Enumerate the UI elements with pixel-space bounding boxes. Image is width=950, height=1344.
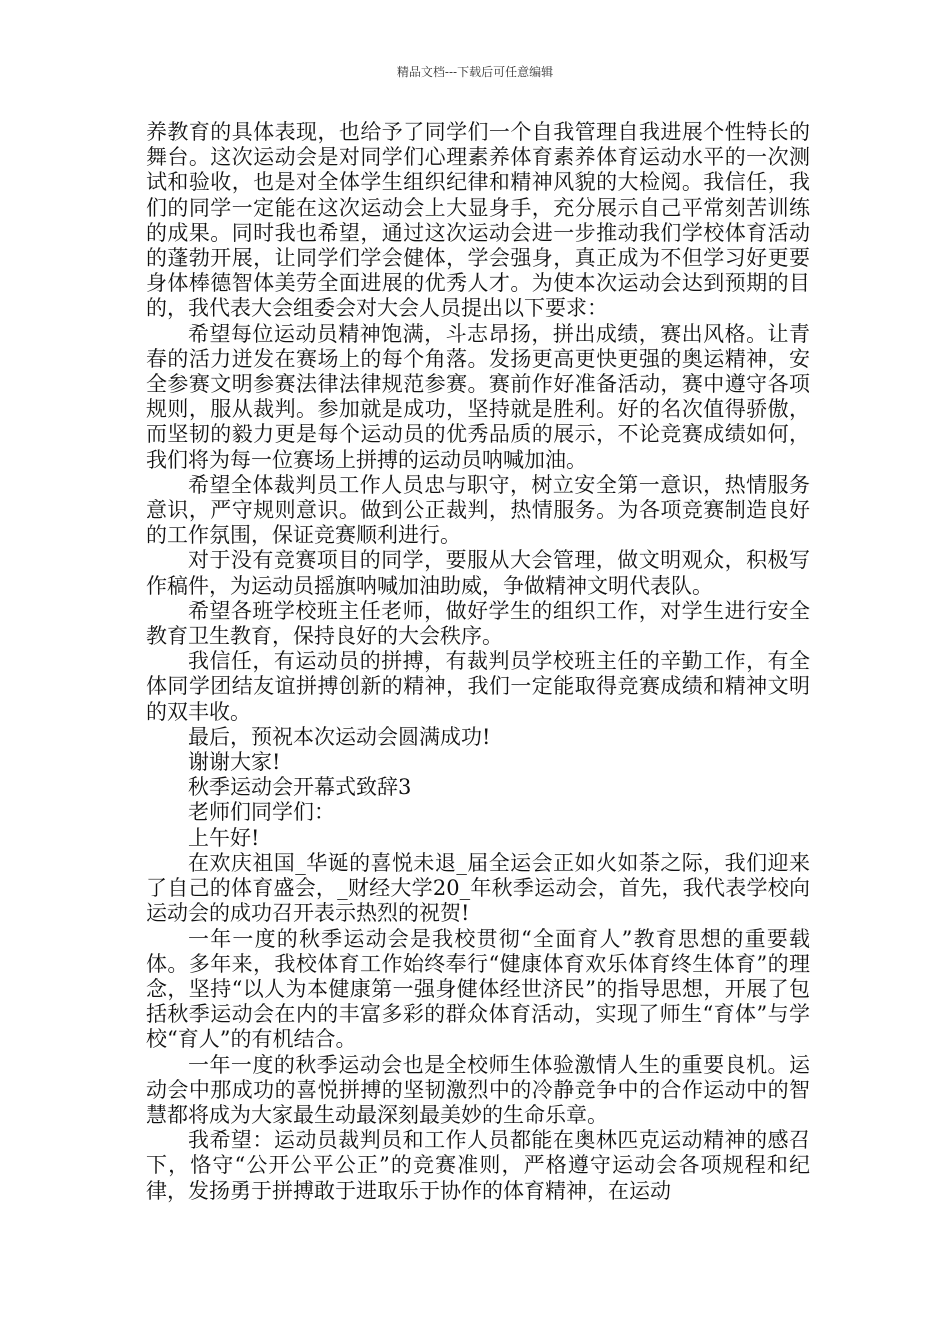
section-title: 秋季运动会开幕式致辞3 (188, 775, 412, 800)
page-header: 精品文档---下载后可任意编辑 (396, 65, 554, 79)
paragraph: 一年一度的秋季运动会是我校贯彻“全面育人”教育思想的重要载体。多年来，我校体育工作始终奉行“健康体育欢乐体育终生体育”的理念，坚持“以人为本健康第一强身健体经世济民”的指导思想，开展了包括秋季运动会在内的丰富多彩的群众体育活动，实现了师生“育体”与学校“育人”的有机结合。 (146, 926, 810, 1052)
salutation: 老师们同学们： (188, 800, 335, 825)
paragraph: 我希望：运动员裁判员和工作人员都能在奥林匹克运动精神的感召下，恪守“公开公平公正”的竞赛准则，严格遵守运动会各项规程和纪律，发扬勇于拼搏敢于进取乐于协作的体育精神，在运动 (146, 1128, 810, 1203)
paragraph: 养教育的具体表现，也给予了同学们一个自我管理自我进展个性特长的舞台。这次运动会是对同学们心理素养体育素养体育运动水平的一次测试和验收，也是对全体学生组织纪律和精神风貌的大检阅。我信任，我们的同学一定能在这次运动会上大显身手，充分展示自己平常刻苦训练的成果。同时我也希望，通过这次运动会进一步推动我们学校体育活动的蓬勃开展，让同学们学会健体，学会强身，真正成为不但学习好更要身体棒德智体美劳全面进展的优秀人才。为使本次运动会达到预期的目的，我代表大会组委会对大会人员提出以下要求： (146, 120, 810, 321)
paragraph: 一年一度的秋季运动会也是全校师生体验激情人生的重要良机。运动会中那成功的喜悦拼搏的坚韧激烈中的冷静竞争中的合作运动中的智慧都将成为大家最生动最深刻最美妙的生命乐章。 (146, 1052, 810, 1127)
closing-line: 谢谢大家! (188, 750, 281, 775)
greeting: 上午好! (188, 825, 260, 850)
paragraph: 对于没有竞赛项目的同学，要服从大会管理，做文明观众，积极写作稿件，为运动员摇旗呐喊加油助威，争做精神文明代表队。 (146, 548, 810, 598)
paragraph: 希望每位运动员精神饱满，斗志昂扬，拼出成绩，赛出风格。让青春的活力迸发在赛场上的每个角落。发扬更高更快更强的奥运精神，安全参赛文明参赛法律法律规范参赛。赛前作好准备活动，赛中遵守各项规则，服从裁判。参加就是成功，坚持就是胜利。好的名次值得骄傲，而坚韧的毅力更是每个运动员的优秀品质的展示，不论竞赛成绩如何，我们将为每一位赛场上拼搏的运动员呐喊加油。 (146, 321, 810, 472)
paragraph: 希望各班学校班主任老师，做好学生的组织工作，对学生进行安全教育卫生教育，保持良好的大会秩序。 (146, 598, 810, 649)
paragraph: 我信任，有运动员的拼搏，有裁判员学校班主任的辛勤工作，有全体同学团结友谊拼搏创新的精神，我们一定能取得竞赛成绩和精神文明的双丰收。 (146, 649, 810, 724)
paragraph: 在欢庆祖国_华诞的喜悦未退_届全运会正如火如荼之际，我们迎来了自己的体育盛会，_财经大学20_年秋季运动会，首先，我代表学校向运动会的成功召开表示热烈的祝贺! (146, 850, 810, 926)
closing-line: 最后，预祝本次运动会圆满成功! (188, 724, 491, 749)
document-body (146, 120, 810, 1204)
paragraph: 希望全体裁判员工作人员忠与职守，树立安全第一意识，热情服务意识，严守规则意识。做到公正裁判，热情服务。为各项竞赛制造良好的工作氛围，保证竞赛顺利进行。 (146, 472, 810, 548)
